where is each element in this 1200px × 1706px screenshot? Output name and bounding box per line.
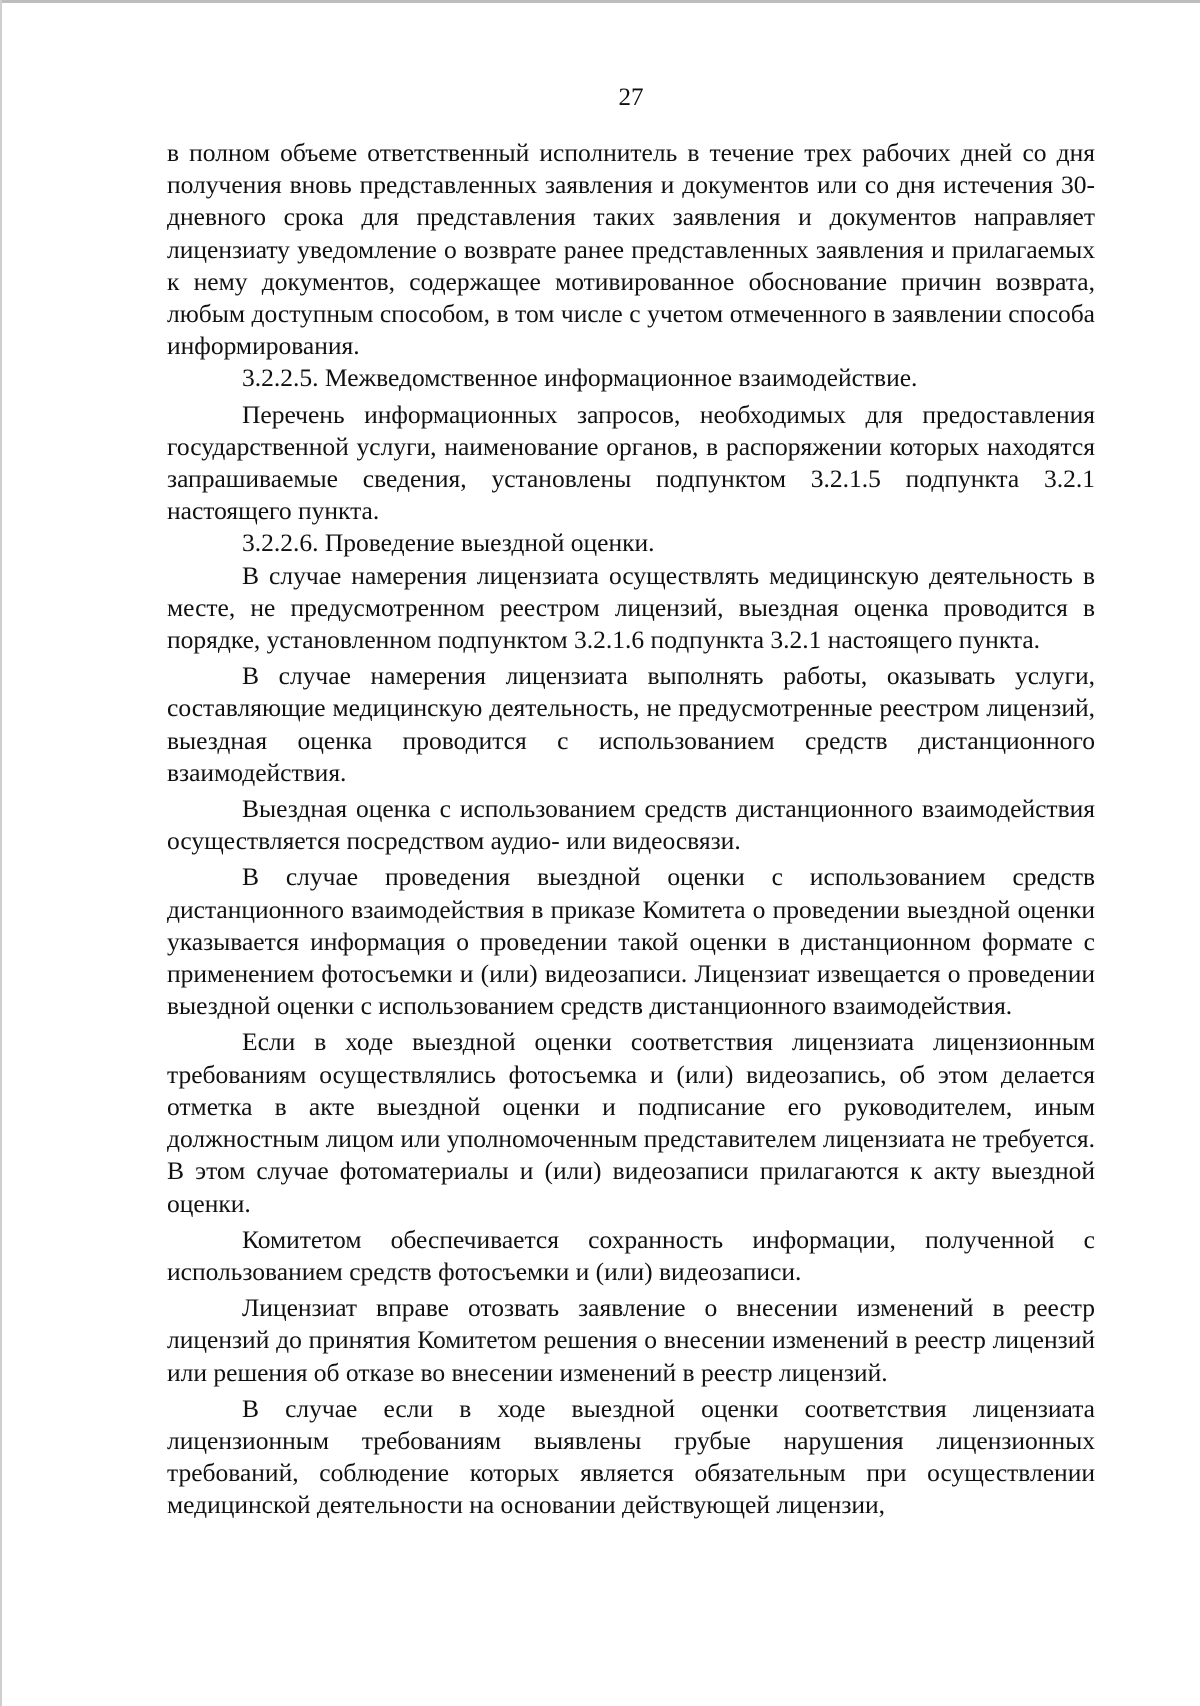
paragraph: Перечень информационных запросов, необходимых для предоставления государственной услуги, наименование органов, в распоряжении которых находятся запрашиваемые сведения, установлены подпунктом 3.2.1.5 подпункта 3.2.1 настоящего пункта.	[167, 399, 1095, 526]
section-heading: 3.2.2.5. Межведомственное информационное взаимодействие.	[242, 363, 918, 393]
paragraph: В случае если в ходе выездной оценки соответствия лицензиата лицензионным требованиям выявлены грубые нарушения лицензионных требований, соблюдение которых является обязательным при осуществлении медицинской деятельности на основании действующей лицензии,	[167, 1393, 1095, 1520]
paragraph: Комитетом обеспечивается сохранность информации, полученной с использованием средств фотосъемки и (или) видеозаписи.	[167, 1224, 1095, 1286]
section-heading: 3.2.2.6. Проведение выездной оценки.	[242, 528, 655, 558]
paragraph: Если в ходе выездной оценки соответствия лицензиата лицензионным требованиям осуществлялись фотосъемка и (или) видеозапись, об этом делается отметка в акте выездной оценки и подписание его руководителем, иным должностным лицом или уполномоченным представителем лицензиата не требуется. В этом случае фотоматериалы и (или) видеозаписи прилагаются к акту выездной оценки.	[167, 1027, 1095, 1218]
paragraph: В случае проведения выездной оценки с использованием средств дистанционного взаимодействия в приказе Комитета о проведении выездной оценки указывается информация о проведении такой оценки в дистанционном формате с применением фотосъемки и (или) видеозаписи. Лицензиат извещается о проведении выездной оценки с использованием средств дистанционного взаимодействия.	[167, 862, 1095, 1021]
paragraph: в полном объеме ответственный исполнитель в течение трех рабочих дней со дня получения вновь представленных заявления и документов или со дня истечения 30-дневного срока для представления таких заявления и документов направляет лицензиату уведомление о возврате ранее представленных заявления и прилагаемых к нему документов, содержащее мотивированное обоснование причин возврата, любым доступным способом, в том числе с учетом отмеченного в заявлении способа информирования.	[167, 138, 1095, 361]
paragraph: Выездная оценка с использованием средств дистанционного взаимодействия осуществляется посредством аудио- или видеосвязи.	[167, 794, 1095, 856]
paragraph: В случае намерения лицензиата осуществлять медицинскую деятельность в месте, не предусмотренном реестром лицензий, выездная оценка проводится в порядке, установленном подпунктом 3.2.1.6 подпункта 3.2.1 настоящего пункта.	[167, 560, 1095, 655]
paragraph: Лицензиат вправе отозвать заявление о внесении изменений в реестр лицензий до принятия Комитетом решения о внесении изменений в реестр лицензий или решения об отказе во внесении изменений в реестр лицензий.	[167, 1293, 1095, 1387]
paragraph: В случае намерения лицензиата выполнять работы, оказывать услуги, составляющие медицинскую деятельность, не предусмотренные реестром лицензий, выездная оценка проводится с использованием средств дистанционного взаимодействия.	[167, 661, 1095, 787]
scan-left-edge	[0, 0, 2, 1706]
document-body	[167, 137, 1095, 1522]
page-number: 27	[618, 84, 644, 111]
scan-top-edge	[0, 0, 1200, 3]
